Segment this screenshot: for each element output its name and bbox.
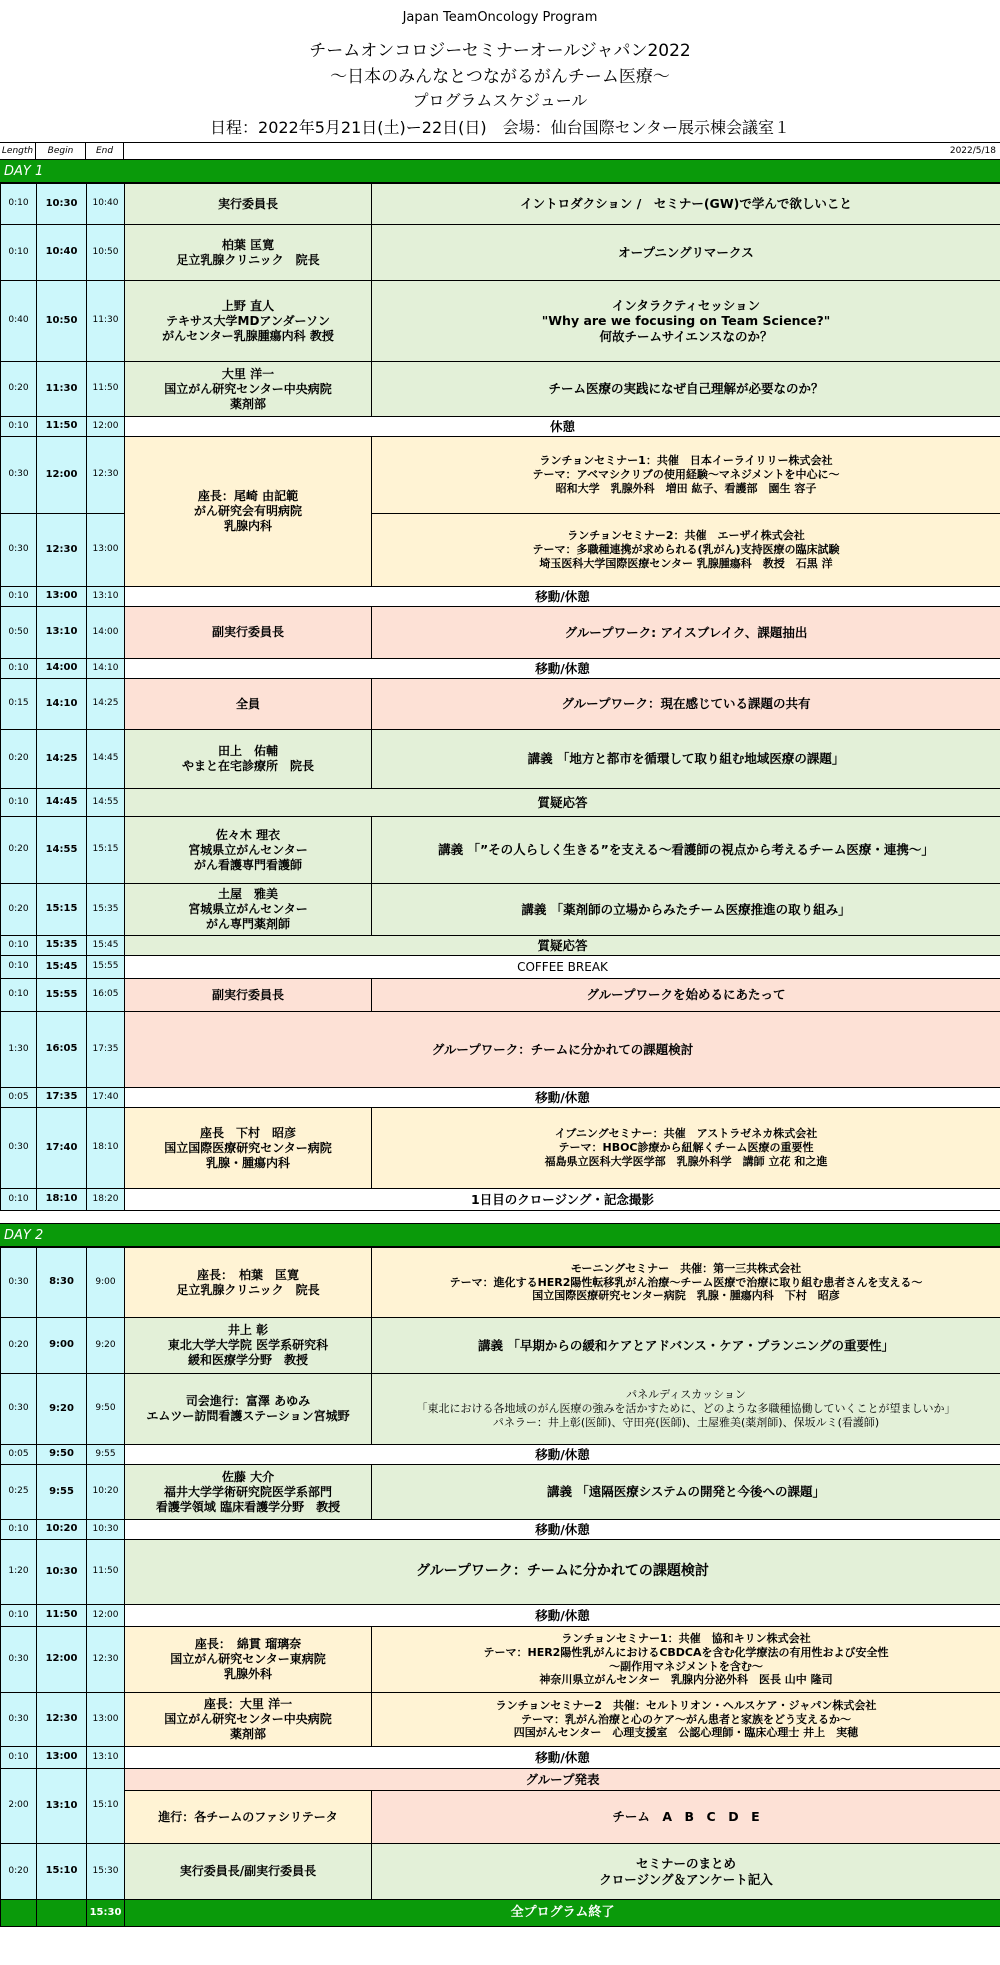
begin-cell: 11:30	[37, 362, 87, 417]
length-cell: 0:10	[1, 659, 37, 679]
length-cell: 0:20	[1, 817, 37, 884]
table-row	[1, 1520, 1000, 1540]
length-cell: 0:40	[1, 281, 37, 362]
end-cell: 15:10	[87, 1769, 125, 1844]
chair-cell: 座長： 綿貫 瑠璃奈 国立がん研究センター東病院 乳腺外科	[125, 1627, 372, 1693]
break-cell: 移動/休憩	[125, 1605, 1000, 1627]
session-title: 講義 「”その人らしく生きる”を支える〜看護師の視点から考えるチーム医療・連携〜」	[372, 817, 1000, 884]
begin-cell: 10:50	[37, 281, 87, 362]
session-title: イントロダクション / セミナー(GW)で学んで欲しいこと	[372, 184, 1000, 225]
table-row	[1, 1540, 1000, 1605]
table-row	[1, 1605, 1000, 1627]
length-cell: 0:10	[1, 1747, 37, 1769]
speaker-cell: 土屋 雅美 宮城県立がんセンター がん専門薬剤師	[125, 884, 372, 936]
table-row	[1, 1445, 1000, 1465]
end-cell: 14:00	[87, 607, 125, 659]
session-title: グループワーク: アイスブレイク、課題抽出	[372, 607, 1000, 659]
begin-cell: 13:10	[37, 1769, 87, 1844]
end-cell: 10:40	[87, 184, 125, 225]
begin-cell: 15:45	[37, 956, 87, 979]
begin-cell: 9:20	[37, 1374, 87, 1445]
session-title: ランチョンセミナー2 共催：セルトリオン・ヘルスケア・ジャパン株式会社 テーマ：乳がん治療と心のケア〜がん患者と家族をどう支えるか〜 四国がんセンター 心理支援室 公認心理師・臨床心理士 井上 実穂	[372, 1693, 1000, 1747]
table-row	[1, 1374, 1000, 1445]
length-cell: 0:10	[1, 1605, 37, 1627]
table-row	[1, 1108, 1000, 1189]
begin-cell: 12:00	[37, 1627, 87, 1693]
length-cell: 0:20	[1, 884, 37, 936]
table-row	[1, 1769, 1000, 1791]
end-cell: 10:30	[87, 1520, 125, 1540]
begin-cell: 9:50	[37, 1445, 87, 1465]
end-cell: 18:20	[87, 1189, 125, 1211]
session-title: 講義 「早期からの緩和ケアとアドバンス・ケア・プランニングの重要性」	[372, 1318, 1000, 1374]
end-cell: 12:30	[87, 1627, 125, 1693]
length-cell: 0:30	[1, 437, 37, 514]
table-row	[1, 1844, 1000, 1900]
session-title: ランチョンセミナー1：共催 日本イーライリリー株式会社 テーマ：アベマシクリブの使用経験〜マネジメントを中心に〜 昭和大学 乳腺外科 増田 紘子、看護部 園生 容子	[372, 437, 1000, 514]
end-cell: 15:30	[87, 1844, 125, 1900]
break-cell: 移動/休憩	[125, 659, 1000, 679]
begin-cell: 9:55	[37, 1465, 87, 1520]
table-row	[1, 437, 1000, 514]
session-title: チーム医療の実践になぜ自己理解が必要なのか？	[372, 362, 1000, 417]
table-row	[1, 1900, 1000, 1927]
closing-cell: 1日目のクロージング・記念撮影	[125, 1189, 1000, 1211]
end-cell: 10:50	[87, 225, 125, 281]
table-row	[1, 1465, 1000, 1520]
day2-bar: DAY 2	[0, 1224, 1000, 1247]
group-work-cell: グループワーク：チームに分かれての課題検討	[125, 1012, 1000, 1088]
begin-cell: 12:00	[37, 437, 87, 514]
end-cell: 13:10	[87, 587, 125, 607]
break-cell: 移動/休憩	[125, 1088, 1000, 1108]
speaker-cell: 実行委員長	[125, 184, 372, 225]
end-cell: 15:45	[87, 936, 125, 956]
table-row	[1, 659, 1000, 679]
session-title: モーニングセミナー 共催：第一三共株式会社 テーマ：進化するHER2陽性転移乳がん治療〜チーム医療で治療に取り組む患者さんを支える〜 国立国際医療研究センター病院 乳腺・腫瘍内科 下村 昭彦	[372, 1248, 1000, 1318]
coffee-break-cell: COFFEE BREAK	[125, 956, 1000, 979]
break-cell: 移動/休憩	[125, 1747, 1000, 1769]
begin-cell: 14:00	[37, 659, 87, 679]
end-cell: 12:30	[87, 437, 125, 514]
end-cell: 18:10	[87, 1108, 125, 1189]
column-end: End	[86, 143, 124, 159]
end-cell: 9:00	[87, 1248, 125, 1318]
end-cell: 9:50	[87, 1374, 125, 1445]
begin-cell: 10:30	[37, 184, 87, 225]
table-row	[1, 1012, 1000, 1088]
table-row	[1, 1088, 1000, 1108]
length-cell: 0:30	[1, 1627, 37, 1693]
table-row	[1, 607, 1000, 659]
end-cell: 14:45	[87, 730, 125, 789]
end-cell: 12:00	[87, 1605, 125, 1627]
length-cell: 0:10	[1, 956, 37, 979]
length-cell: 1:20	[1, 1540, 37, 1605]
table-row	[1, 281, 1000, 362]
begin-cell	[37, 1900, 87, 1927]
length-cell: 0:10	[1, 979, 37, 1012]
speaker-cell: 副実行委員長	[125, 607, 372, 659]
session-title: セミナーのまとめ クロージング＆アンケート記入	[372, 1844, 1000, 1900]
end-cell: 10:20	[87, 1465, 125, 1520]
table-row	[1, 1318, 1000, 1374]
length-cell: 0:10	[1, 789, 37, 817]
length-cell: 0:20	[1, 362, 37, 417]
session-title: インタラクティセッション "Why are we focusing on Team Science?" 何故チームサイエンスなのか？	[372, 281, 1000, 362]
length-cell: 0:15	[1, 679, 37, 730]
speaker-cell: 進行：各チームのファシリテータ	[125, 1791, 372, 1844]
session-title: チーム A B C D E	[372, 1791, 1000, 1844]
table-row	[1, 789, 1000, 817]
table-row	[1, 956, 1000, 979]
speaker-cell: 副実行委員長	[125, 979, 372, 1012]
table-row	[1, 417, 1000, 437]
begin-cell: 13:10	[37, 607, 87, 659]
column-begin: Begin	[36, 143, 86, 159]
speaker-cell: 全員	[125, 679, 372, 730]
page-title: チームオンコロジーセミナーオールジャパン2022	[309, 41, 691, 61]
session-title: イブニングセミナー：共催 アストラゼネカ株式会社 テーマ：HBOC診療から紐解くチーム医療の重要性 福島県立医科大学医学部 乳腺外科学 講師 立花 和之進	[372, 1108, 1000, 1189]
end-cell: 11:50	[87, 1540, 125, 1605]
group-work-cell: グループワーク：チームに分かれての課題検討	[125, 1540, 1000, 1605]
begin-cell: 8:30	[37, 1248, 87, 1318]
speaker-cell: 佐々木 理衣 宮城県立がんセンター がん看護専門看護師	[125, 817, 372, 884]
table-row	[1, 184, 1000, 225]
length-cell	[1, 1900, 37, 1927]
header	[0, 0, 1000, 143]
begin-cell: 14:45	[37, 789, 87, 817]
end-cell: 11:30	[87, 281, 125, 362]
session-title: オープニングリマークス	[372, 225, 1000, 281]
session-title: グループワークを始めるにあたって	[372, 979, 1000, 1012]
end-cell: 16:05	[87, 979, 125, 1012]
begin-cell: 11:50	[37, 1605, 87, 1627]
session-title: ランチョンセミナー2：共催 エーザイ株式会社 テーマ：多職種連携が求められる(乳がん)支持医療の臨床試験 埼玉医科大学国際医療センター 乳腺腫瘍科 教授 石黒 洋	[372, 514, 1000, 587]
end-cell: 11:50	[87, 362, 125, 417]
begin-cell: 18:10	[37, 1189, 87, 1211]
length-cell: 0:30	[1, 1693, 37, 1747]
begin-cell: 14:25	[37, 730, 87, 789]
begin-cell: 15:10	[37, 1844, 87, 1900]
end-cell: 15:30	[87, 1900, 125, 1927]
end-cell: 9:20	[87, 1318, 125, 1374]
table-row	[1, 817, 1000, 884]
end-cell: 14:10	[87, 659, 125, 679]
begin-cell: 13:00	[37, 1747, 87, 1769]
length-cell: 0:10	[1, 417, 37, 437]
table-row	[1, 1627, 1000, 1693]
length-cell: 0:30	[1, 1374, 37, 1445]
program-end-cell: 全プログラム終了	[125, 1900, 1000, 1927]
group-presentation-heading: グループ発表	[125, 1769, 1000, 1791]
begin-cell: 10:20	[37, 1520, 87, 1540]
table-row	[1, 1248, 1000, 1318]
page-subtitle: 〜日本のみんなとつながるがんチーム医療〜	[330, 67, 670, 87]
column-header-row	[0, 143, 1000, 160]
length-cell: 0:10	[1, 225, 37, 281]
begin-cell: 17:40	[37, 1108, 87, 1189]
break-cell: 移動/休憩	[125, 1520, 1000, 1540]
length-cell: 0:10	[1, 936, 37, 956]
table-row	[1, 884, 1000, 936]
begin-cell: 10:30	[37, 1540, 87, 1605]
begin-cell: 17:35	[37, 1088, 87, 1108]
end-cell: 17:35	[87, 1012, 125, 1088]
schedule-label: プログラムスケジュール	[412, 91, 588, 110]
begin-cell: 13:00	[37, 587, 87, 607]
table-row	[1, 1693, 1000, 1747]
length-cell: 0:30	[1, 1108, 37, 1189]
table-row	[1, 587, 1000, 607]
table-row	[1, 225, 1000, 281]
end-cell: 15:55	[87, 956, 125, 979]
speaker-cell: 井上 彰 東北大学大学院 医学系研究科 緩和医療学分野 教授	[125, 1318, 372, 1374]
table-row	[1, 362, 1000, 417]
session-title: ランチョンセミナー1：共催 協和キリン株式会社 テーマ：HER2陽性乳がんにおけるCBDCAを含む化学療法の有用性および安全性 〜副作用マネジメントを含む〜 神奈川県立がんセンター 乳腺内分泌外科 医長 山中 隆司	[372, 1627, 1000, 1693]
begin-cell: 14:55	[37, 817, 87, 884]
end-cell: 14:55	[87, 789, 125, 817]
end-cell: 12:00	[87, 417, 125, 437]
begin-cell: 9:00	[37, 1318, 87, 1374]
table-row	[1, 679, 1000, 730]
length-cell: 0:50	[1, 607, 37, 659]
length-cell: 0:20	[1, 1844, 37, 1900]
end-cell: 9:55	[87, 1445, 125, 1465]
end-cell: 14:25	[87, 679, 125, 730]
session-title: グループワーク：現在感じている課題の共有	[372, 679, 1000, 730]
dates-venue: 日程：2022年5月21日(土)ー22日(日) 会場：仙台国際センター展示棟会議室１	[210, 118, 790, 137]
program-name: Japan TeamOncology Program	[402, 10, 598, 25]
speaker-cell: 柏葉 匡寛 足立乳腺クリニック 院長	[125, 225, 372, 281]
break-cell: 移動/休憩	[125, 587, 1000, 607]
revision-date: 2022/5/18	[949, 146, 996, 156]
chair-cell: 座長： 柏葉 匡寛 足立乳腺クリニック 院長	[125, 1248, 372, 1318]
chair-cell: 座長：尾崎 由記範 がん研究会有明病院 乳腺内科	[125, 437, 372, 587]
speaker-cell: 大里 洋一 国立がん研究センター中央病院 薬剤部	[125, 362, 372, 417]
length-cell: 0:05	[1, 1088, 37, 1108]
table-row	[1, 1189, 1000, 1211]
qa-cell: 質疑応答	[125, 789, 1000, 817]
begin-cell: 14:10	[37, 679, 87, 730]
column-length: Length	[0, 143, 36, 159]
length-cell: 0:10	[1, 1189, 37, 1211]
day1-bar: DAY 1	[0, 160, 1000, 183]
table-row	[1, 979, 1000, 1012]
end-cell: 13:10	[87, 1747, 125, 1769]
begin-cell: 15:15	[37, 884, 87, 936]
day1-table	[0, 183, 1000, 1211]
end-cell: 17:40	[87, 1088, 125, 1108]
break-cell: 移動/休憩	[125, 1445, 1000, 1465]
length-cell: 2:00	[1, 1769, 37, 1844]
session-title: 講義 「薬剤師の立場からみたチーム医療推進の取り組み」	[372, 884, 1000, 936]
length-cell: 0:20	[1, 1318, 37, 1374]
table-row	[1, 1791, 1000, 1844]
begin-cell: 11:50	[37, 417, 87, 437]
day2-table	[0, 1247, 1000, 1927]
length-cell: 0:10	[1, 184, 37, 225]
begin-cell: 12:30	[37, 514, 87, 587]
day-gap	[0, 1211, 1000, 1224]
speaker-cell: 佐藤 大介 福井大学学術研究院医学系部門 看護学領域 臨床看護学分野 教授	[125, 1465, 372, 1520]
begin-cell: 12:30	[37, 1693, 87, 1747]
session-title: 講義 「遠隔医療システムの開発と今後への課題」	[372, 1465, 1000, 1520]
session-title: 講義 「地方と都市を循環して取り組む地域医療の課題」	[372, 730, 1000, 789]
end-cell: 15:15	[87, 817, 125, 884]
begin-cell: 16:05	[37, 1012, 87, 1088]
length-cell: 0:10	[1, 587, 37, 607]
begin-cell: 15:55	[37, 979, 87, 1012]
chair-cell: 座長：大里 洋一 国立がん研究センター中央病院 薬剤部	[125, 1693, 372, 1747]
table-row	[1, 936, 1000, 956]
begin-cell: 15:35	[37, 936, 87, 956]
break-cell: 休憩	[125, 417, 1000, 437]
end-cell: 13:00	[87, 1693, 125, 1747]
speaker-cell: 田上 佑輔 やまと在宅診療所 院長	[125, 730, 372, 789]
length-cell: 1:30	[1, 1012, 37, 1088]
qa-cell: 質疑応答	[125, 936, 1000, 956]
speaker-cell: 上野 直人 テキサス大学MDアンダーソン がんセンター乳腺腫瘍内科 教授	[125, 281, 372, 362]
end-cell: 15:35	[87, 884, 125, 936]
chair-cell: 座長 下村 昭彦 国立国際医療研究センター病院 乳腺・腫瘍内科	[125, 1108, 372, 1189]
end-cell: 13:00	[87, 514, 125, 587]
table-row	[1, 730, 1000, 789]
length-cell: 0:05	[1, 1445, 37, 1465]
length-cell: 0:30	[1, 514, 37, 587]
table-row	[1, 1747, 1000, 1769]
length-cell: 0:20	[1, 730, 37, 789]
begin-cell: 10:40	[37, 225, 87, 281]
length-cell: 0:10	[1, 1520, 37, 1540]
speaker-cell: 司会進行：富澤 あゆみ エムツー訪問看護ステーション宮城野	[125, 1374, 372, 1445]
speaker-cell: 実行委員長/副実行委員長	[125, 1844, 372, 1900]
length-cell: 0:30	[1, 1248, 37, 1318]
length-cell: 0:25	[1, 1465, 37, 1520]
session-title: パネルディスカッション 「東北における各地域のがん医療の強みを活かすために、どのような多職種協働していくことが望ましいか」 パネラー：井上彰(医師)、守田亮(医師)、土屋雅美(薬剤師)、保坂ルミ(看護師)	[372, 1374, 1000, 1445]
